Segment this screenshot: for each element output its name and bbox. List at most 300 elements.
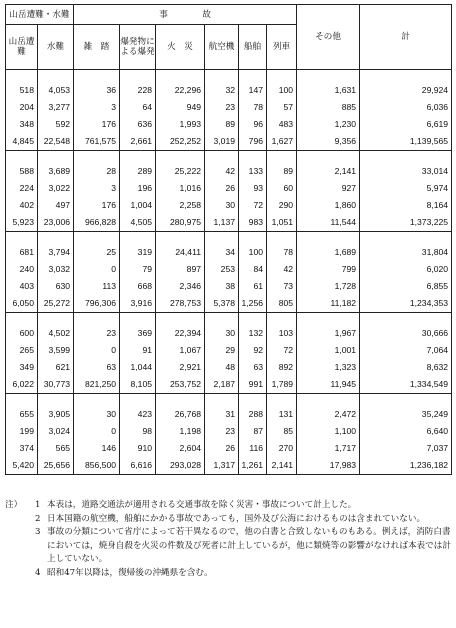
spacer-cell [239, 232, 267, 245]
table-cell: 592 [38, 116, 74, 133]
table-cell: 30 [205, 197, 239, 214]
spacer-cell [74, 151, 120, 164]
table-row [6, 261, 452, 278]
table-cell: 146 [74, 440, 120, 457]
table-cell: 8,632 [360, 359, 452, 376]
table-cell: 61 [239, 278, 267, 295]
spacer-cell [74, 394, 120, 407]
table-cell: 103 [267, 325, 297, 342]
table-cell: 3,905 [38, 406, 74, 423]
note-item [5, 499, 453, 513]
header-accident-group: 事 故 [74, 5, 297, 25]
table-cell: 885 [297, 99, 360, 116]
header-mountain-water-group: 山岳遭難・水難 [6, 5, 74, 25]
table-cell: 3,019 [205, 133, 239, 151]
spacer-cell [267, 70, 297, 83]
table-cell: 1,373,225 [360, 214, 452, 232]
table-cell: 796 [239, 133, 267, 151]
table-cell: 9,356 [297, 133, 360, 151]
table-cell: 1,261 [239, 457, 267, 475]
note-lead [5, 513, 35, 527]
note-lead [5, 567, 35, 581]
table-cell: 253,752 [156, 376, 205, 394]
table-cell: 72 [267, 342, 297, 359]
table-cell: 6,855 [360, 278, 452, 295]
table-cell: 3,916 [120, 295, 156, 313]
note-number: 4 [35, 567, 41, 578]
table-cell: 8,105 [120, 376, 156, 394]
table-cell: 3,277 [38, 99, 74, 116]
table-cell: 6,020 [360, 261, 452, 278]
spacer-cell [74, 232, 120, 245]
table-cell: 2,346 [156, 278, 205, 295]
table-cell: 402 [6, 197, 38, 214]
table-cell: 23 [74, 325, 120, 342]
table-cell: 3,022 [38, 180, 74, 197]
table-cell: 228 [120, 82, 156, 99]
spacer-cell [38, 70, 74, 83]
table-cell: 32 [205, 82, 239, 99]
table-cell: 2,921 [156, 359, 205, 376]
note-item [5, 526, 453, 567]
table-cell: 796,306 [74, 295, 120, 313]
table-cell: 0 [74, 261, 120, 278]
table-cell: 927 [297, 180, 360, 197]
spacer-cell [6, 232, 38, 245]
table-cell: 78 [267, 244, 297, 261]
spacer-cell [297, 394, 360, 407]
table-cell: 11,544 [297, 214, 360, 232]
spacer-cell [156, 70, 205, 83]
table-cell: 1,067 [156, 342, 205, 359]
table-cell: 25,272 [38, 295, 74, 313]
spacer-cell [267, 394, 297, 407]
table-cell: 2,661 [120, 133, 156, 151]
table-cell: 6,022 [6, 376, 38, 394]
header-fire: 火 災 [156, 25, 205, 70]
table-cell: 31 [205, 406, 239, 423]
table-cell: 199 [6, 423, 38, 440]
table-cell: 497 [38, 197, 74, 214]
table-cell: 35,249 [360, 406, 452, 423]
spacer-cell [267, 232, 297, 245]
table-cell: 1,334,549 [360, 376, 452, 394]
table-cell: 4,502 [38, 325, 74, 342]
table-cell: 4,845 [6, 133, 38, 151]
table-cell: 36 [74, 82, 120, 99]
table-cell: 78 [239, 99, 267, 116]
spacer-cell [239, 151, 267, 164]
spacer-cell [297, 232, 360, 245]
table-cell: 3 [74, 99, 120, 116]
table-row [6, 99, 452, 116]
table-cell: 42 [205, 163, 239, 180]
table-cell: 681 [6, 244, 38, 261]
table-cell: 224 [6, 180, 38, 197]
spacer-cell [38, 232, 74, 245]
note-lead: 注） [5, 500, 23, 510]
table-cell: 280,975 [156, 214, 205, 232]
table-cell: 423 [120, 406, 156, 423]
spacer-cell [120, 232, 156, 245]
group-spacer [6, 151, 452, 164]
table-cell: 3 [74, 180, 120, 197]
table-cell: 1,627 [267, 133, 297, 151]
table-cell: 64 [120, 99, 156, 116]
table-row [6, 244, 452, 261]
table-cell: 349 [6, 359, 38, 376]
group-spacer [6, 313, 452, 326]
table-cell: 60 [267, 180, 297, 197]
table-cell: 278,753 [156, 295, 205, 313]
table-cell: 1,860 [297, 197, 360, 214]
table-cell: 2,141 [267, 457, 297, 475]
table-cell: 892 [267, 359, 297, 376]
header-mountain: 山岳遭難 [6, 25, 38, 70]
table-cell: 87 [239, 423, 267, 440]
spacer-cell [120, 394, 156, 407]
table-cell: 79 [120, 261, 156, 278]
table-cell: 1,631 [297, 82, 360, 99]
table-cell: 30 [205, 325, 239, 342]
table-cell: 34 [205, 244, 239, 261]
table-cell: 5,378 [205, 295, 239, 313]
table-cell: 176 [74, 116, 120, 133]
table-cell: 30,773 [38, 376, 74, 394]
table-cell: 588 [6, 163, 38, 180]
table-row [6, 325, 452, 342]
table-cell: 57 [267, 99, 297, 116]
table-cell: 26,768 [156, 406, 205, 423]
table-cell: 668 [120, 278, 156, 295]
spacer-cell [120, 70, 156, 83]
table-row [6, 359, 452, 376]
note-text: 昭和47年以降は，復帰後の沖縄県を含む。 [47, 567, 213, 578]
table-cell: 1,728 [297, 278, 360, 295]
table-row [6, 214, 452, 232]
table-cell: 293,028 [156, 457, 205, 475]
table-cell: 1,137 [205, 214, 239, 232]
table-cell: 655 [6, 406, 38, 423]
table-cell: 25 [74, 244, 120, 261]
table-row [6, 197, 452, 214]
table-cell: 483 [267, 116, 297, 133]
header-other: その他 [297, 5, 360, 70]
spacer-cell [360, 70, 452, 83]
note-number: 3 [35, 527, 41, 537]
table-cell: 133 [239, 163, 267, 180]
table-cell: 3,032 [38, 261, 74, 278]
table-cell: 600 [6, 325, 38, 342]
table-cell: 72 [239, 197, 267, 214]
spacer-cell [6, 394, 38, 407]
spacer-cell [267, 313, 297, 326]
table-row [6, 457, 452, 475]
spacer-cell [120, 151, 156, 164]
group-spacer [6, 232, 452, 245]
table-cell: 22,296 [156, 82, 205, 99]
table-row [6, 440, 452, 457]
header-ship: 船舶 [239, 25, 267, 70]
table-cell: 25,656 [38, 457, 74, 475]
table-cell: 1,689 [297, 244, 360, 261]
table-row [6, 116, 452, 133]
table-cell: 897 [156, 261, 205, 278]
table-cell: 3,599 [38, 342, 74, 359]
table-cell: 204 [6, 99, 38, 116]
table-cell: 132 [239, 325, 267, 342]
spacer-cell [6, 151, 38, 164]
table-cell: 1,044 [120, 359, 156, 376]
table-cell: 1,004 [120, 197, 156, 214]
group-spacer [6, 394, 452, 407]
table-row [6, 342, 452, 359]
table-cell: 1,051 [267, 214, 297, 232]
table-cell: 265 [6, 342, 38, 359]
table-cell: 6,616 [120, 457, 156, 475]
table-cell: 89 [205, 116, 239, 133]
spacer-cell [205, 70, 239, 83]
note-number: 1 [35, 500, 41, 510]
table-cell: 949 [156, 99, 205, 116]
table-cell: 1,016 [156, 180, 205, 197]
table-cell: 369 [120, 325, 156, 342]
spacer-cell [205, 394, 239, 407]
spacer-cell [156, 313, 205, 326]
table-cell: 288 [239, 406, 267, 423]
table-cell: 1,001 [297, 342, 360, 359]
table-cell: 6,619 [360, 116, 452, 133]
table-row [6, 423, 452, 440]
table-cell: 33,014 [360, 163, 452, 180]
note-text: 日本国籍の航空機，船舶にかかる事故であっても，国外及び公海におけるものは含まれていない。 [47, 513, 426, 524]
table-cell: 966,828 [74, 214, 120, 232]
table-cell: 821,250 [74, 376, 120, 394]
note-text: 事故の分類について省庁によって若干異なるので，他の白書と合致しないものもある。例えば，消防白書においては，焼身自殺を火災の件数及び死者に計上しているが，他に類焼等の影響がなければ本表では計上していない。 [47, 527, 451, 564]
table-cell: 93 [239, 180, 267, 197]
table-cell: 403 [6, 278, 38, 295]
table-row [6, 295, 452, 313]
spacer-cell [360, 151, 452, 164]
spacer-cell [205, 151, 239, 164]
table-cell: 38 [205, 278, 239, 295]
table-cell: 25,222 [156, 163, 205, 180]
table-cell: 5,420 [6, 457, 38, 475]
table-cell: 348 [6, 116, 38, 133]
table-cell: 1,139,565 [360, 133, 452, 151]
table-cell: 7,064 [360, 342, 452, 359]
table-cell: 290 [267, 197, 297, 214]
table-cell: 319 [120, 244, 156, 261]
spacer-cell [205, 313, 239, 326]
table-row [6, 180, 452, 197]
table-cell: 1,198 [156, 423, 205, 440]
table-cell: 100 [267, 82, 297, 99]
table-row [6, 133, 452, 151]
table-cell: 856,500 [74, 457, 120, 475]
table-cell: 240 [6, 261, 38, 278]
spacer-cell [239, 313, 267, 326]
table-cell: 89 [267, 163, 297, 180]
table-cell: 1,234,353 [360, 295, 452, 313]
table-cell: 2,141 [297, 163, 360, 180]
table-body [6, 70, 452, 475]
note-item [5, 567, 453, 581]
spacer-cell [267, 151, 297, 164]
table-cell: 91 [120, 342, 156, 359]
table-cell: 6,050 [6, 295, 38, 313]
spacer-cell [38, 394, 74, 407]
table-cell: 1,317 [205, 457, 239, 475]
table-cell: 4,053 [38, 82, 74, 99]
table-cell: 253 [205, 261, 239, 278]
table-row [6, 82, 452, 99]
header-train: 列車 [267, 25, 297, 70]
table-cell: 2,258 [156, 197, 205, 214]
spacer-cell [156, 151, 205, 164]
table-cell: 98 [120, 423, 156, 440]
table-cell: 1,100 [297, 423, 360, 440]
notes [5, 499, 453, 580]
header-explosive: 爆発物による爆発 [120, 25, 156, 70]
table-cell: 1,789 [267, 376, 297, 394]
table-cell: 2,472 [297, 406, 360, 423]
table-cell: 85 [267, 423, 297, 440]
note-number: 2 [35, 513, 41, 524]
table-cell: 100 [239, 244, 267, 261]
header-crush: 雑 踏 [74, 25, 120, 70]
table-cell: 3,689 [38, 163, 74, 180]
table-cell: 22,548 [38, 133, 74, 151]
table-cell: 761,575 [74, 133, 120, 151]
spacer-cell [38, 313, 74, 326]
spacer-cell [156, 232, 205, 245]
spacer-cell [360, 232, 452, 245]
table-cell: 1,256 [239, 295, 267, 313]
table-cell: 23 [205, 423, 239, 440]
spacer-cell [360, 313, 452, 326]
table-cell: 113 [74, 278, 120, 295]
table-cell: 116 [239, 440, 267, 457]
table-cell: 1,323 [297, 359, 360, 376]
table-cell: 26 [205, 440, 239, 457]
table-cell: 1,236,182 [360, 457, 452, 475]
table-row [6, 376, 452, 394]
table-cell: 289 [120, 163, 156, 180]
table-cell: 565 [38, 440, 74, 457]
spacer-cell [297, 313, 360, 326]
table-row [6, 406, 452, 423]
table-cell: 63 [74, 359, 120, 376]
table-cell: 11,182 [297, 295, 360, 313]
table-cell: 7,037 [360, 440, 452, 457]
table-cell: 31,804 [360, 244, 452, 261]
table-cell: 24,411 [156, 244, 205, 261]
table-cell: 8,164 [360, 197, 452, 214]
spacer-cell [156, 394, 205, 407]
table-cell: 0 [74, 342, 120, 359]
header-aircraft: 航空機 [205, 25, 239, 70]
table-cell: 96 [239, 116, 267, 133]
spacer-cell [6, 70, 38, 83]
table-cell: 1,993 [156, 116, 205, 133]
table-cell: 30 [74, 406, 120, 423]
table-cell: 3,024 [38, 423, 74, 440]
table-cell: 805 [267, 295, 297, 313]
spacer-cell [74, 70, 120, 83]
disaster-statistics-table [5, 4, 452, 475]
table-cell: 48 [205, 359, 239, 376]
table-cell: 621 [38, 359, 74, 376]
table-cell: 28 [74, 163, 120, 180]
table-cell: 252,252 [156, 133, 205, 151]
table-cell: 147 [239, 82, 267, 99]
table-cell: 5,974 [360, 180, 452, 197]
table-cell: 11,945 [297, 376, 360, 394]
header-total: 計 [360, 5, 452, 70]
table-cell: 23,006 [38, 214, 74, 232]
table-cell: 22,394 [156, 325, 205, 342]
table-cell: 5,923 [6, 214, 38, 232]
table-cell: 1,967 [297, 325, 360, 342]
table-cell: 42 [267, 261, 297, 278]
note-lead [5, 526, 35, 567]
table-cell: 23 [205, 99, 239, 116]
table-cell: 374 [6, 440, 38, 457]
table-cell: 991 [239, 376, 267, 394]
table-cell: 0 [74, 423, 120, 440]
note-text: 本表は，道路交通法が適用される交通事故を除く災害・事故について計上した。 [47, 500, 357, 510]
table-cell: 92 [239, 342, 267, 359]
note-item [5, 513, 453, 527]
spacer-cell [360, 394, 452, 407]
table-cell: 1,230 [297, 116, 360, 133]
spacer-cell [120, 313, 156, 326]
table-cell: 26 [205, 180, 239, 197]
table-cell: 17,983 [297, 457, 360, 475]
table-cell: 2,187 [205, 376, 239, 394]
table-cell: 799 [297, 261, 360, 278]
table-cell: 30,666 [360, 325, 452, 342]
table-cell: 29,924 [360, 82, 452, 99]
spacer-cell [297, 151, 360, 164]
spacer-cell [297, 70, 360, 83]
table-cell: 6,036 [360, 99, 452, 116]
group-spacer [6, 70, 452, 83]
table-cell: 3,794 [38, 244, 74, 261]
spacer-cell [38, 151, 74, 164]
table-cell: 1,717 [297, 440, 360, 457]
table-cell: 910 [120, 440, 156, 457]
header-water: 水難 [38, 25, 74, 70]
spacer-cell [239, 70, 267, 83]
spacer-cell [239, 394, 267, 407]
table-cell: 131 [267, 406, 297, 423]
spacer-cell [205, 232, 239, 245]
table-cell: 73 [267, 278, 297, 295]
table-cell: 84 [239, 261, 267, 278]
table-cell: 636 [120, 116, 156, 133]
spacer-cell [74, 313, 120, 326]
table-cell: 630 [38, 278, 74, 295]
table-cell: 270 [267, 440, 297, 457]
table-cell: 2,604 [156, 440, 205, 457]
table-cell: 518 [6, 82, 38, 99]
table-cell: 4,505 [120, 214, 156, 232]
table-cell: 983 [239, 214, 267, 232]
table-row [6, 163, 452, 180]
table-cell: 176 [74, 197, 120, 214]
